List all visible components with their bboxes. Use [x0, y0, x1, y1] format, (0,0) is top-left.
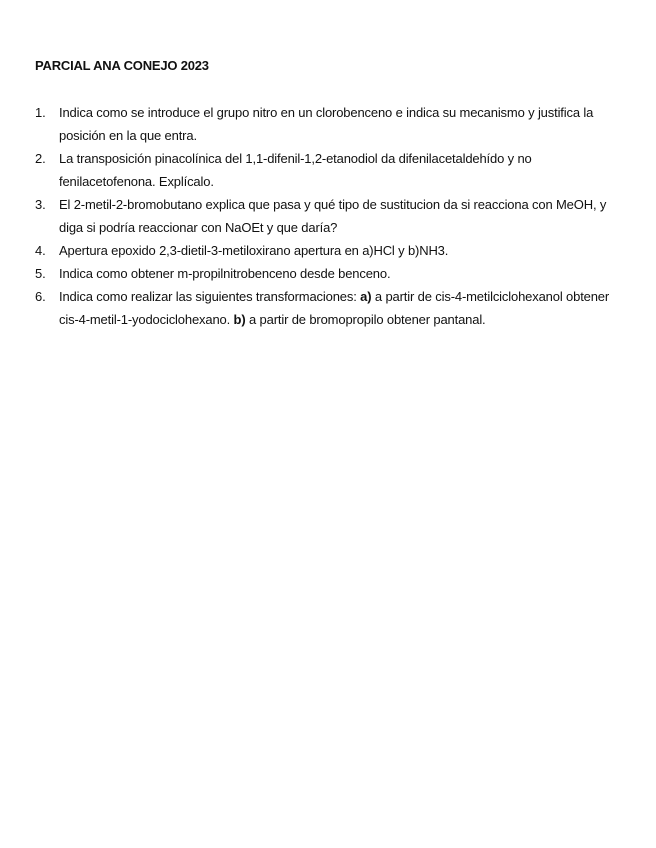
question-text: Indica como se introduce el grupo nitro en un clorobenceno e indica su mecanismo y justifica la posición en la que entra. — [59, 105, 594, 143]
question-item-5 — [35, 262, 620, 285]
question-number: 4. — [35, 243, 46, 258]
document-title: PARCIAL ANA CONEJO 2023 — [35, 58, 209, 73]
question-text: Apertura epoxido 2,3-dietil-3-metiloxirano apertura en a)HCl y b)NH3. — [59, 243, 449, 258]
question-item-6 — [35, 285, 620, 331]
question-number: 3. — [35, 197, 46, 212]
question-text: La transposición pinacolínica del 1,1-difenil-1,2-etanodiol da difenilacetaldehído y no fenilacetofenona. Explícalo. — [59, 151, 532, 189]
question-text: El 2-metil-2-bromobutano explica que pasa y qué tipo de sustitucion da si reacciona con MeOH, y diga si podría reaccionar con NaOEt y que daría? — [59, 197, 607, 235]
question-number: 5. — [35, 266, 46, 281]
question-number: 1. — [35, 105, 46, 120]
question-item-1 — [35, 101, 620, 147]
question-list — [35, 101, 620, 331]
question-number: 2. — [35, 151, 46, 166]
question-number: 6. — [35, 289, 46, 304]
question-item-2 — [35, 147, 620, 193]
question-intro: Indica como realizar las siguientes transformaciones: — [59, 289, 357, 304]
question-item-3 — [35, 193, 620, 239]
part-b-label: b) — [233, 312, 246, 327]
part-b-text: a partir de bromopropilo obtener pantanal. — [249, 312, 486, 327]
question-text: Indica como obtener m-propilnitrobenceno desde benceno. — [59, 266, 391, 281]
part-a-label: a) — [360, 289, 372, 304]
question-item-4 — [35, 239, 620, 262]
part-a-text: a partir de cis-4-metilciclohexanol obtener cis-4-metil-1-yodociclohexano. — [59, 289, 610, 327]
